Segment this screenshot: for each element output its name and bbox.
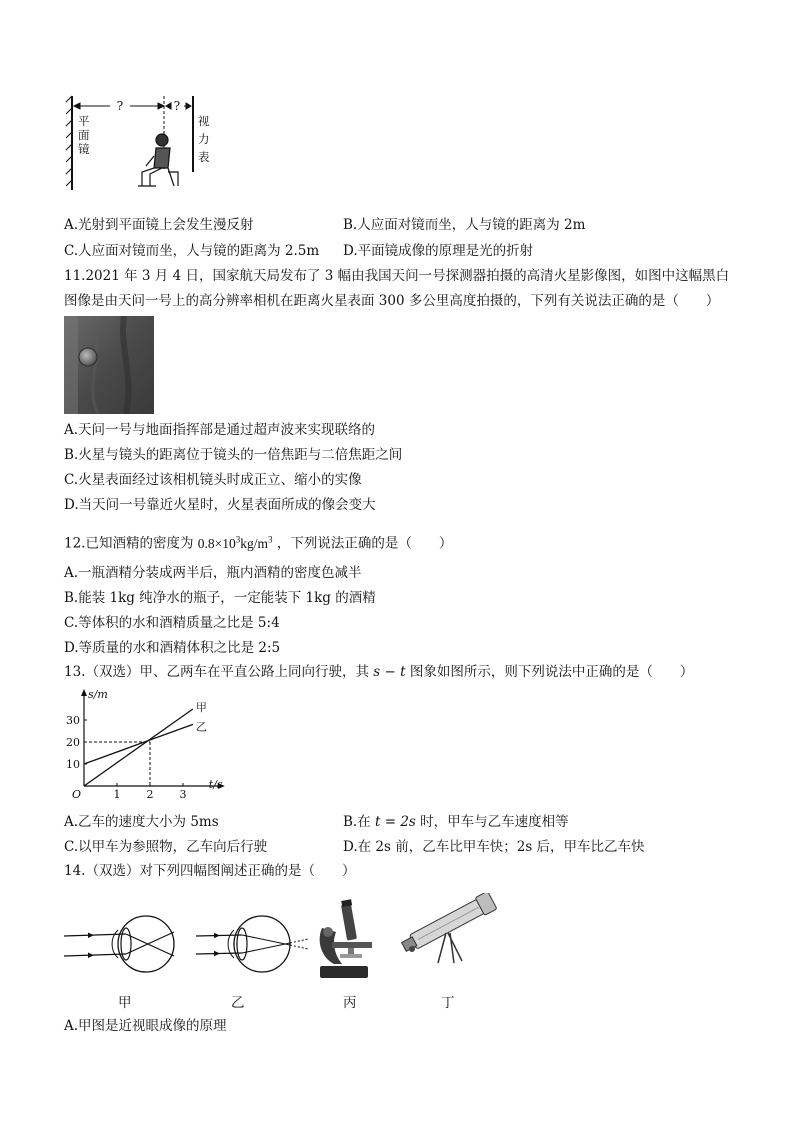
eye-diagram-jia <box>64 910 186 978</box>
q11-stem-line2: 图像是由天问一号上的高分辨率相机在距离火星表面 300 多公里高度拍摄的，下列有关说法正确的是（ ） <box>64 293 720 309</box>
x-tick-label-2: 2 <box>146 788 154 800</box>
q12-option-b[interactable]: B.能装 1kg 纯净水的瓶子，一定能装下 1kg 的酒精 <box>64 590 376 606</box>
q10-option-c[interactable]: C.人应面对镜而坐，人与镜的距离为 2.5m <box>64 243 320 259</box>
caption-jia: 甲 <box>118 995 132 1011</box>
series-line-jia <box>84 709 193 786</box>
q13-option-a[interactable]: A.乙车的速度大小为 5ms <box>64 814 219 830</box>
q12-option-c[interactable]: C.等体积的水和酒精质量之比是 5:4 <box>64 615 280 631</box>
st-graph <box>62 688 232 800</box>
telescope-image <box>394 893 504 965</box>
y-axis-arrow <box>81 689 87 696</box>
q13-option-c[interactable]: C.以甲车为参照物，乙车向后行驶 <box>64 839 268 855</box>
y-axis-label: s/m <box>88 688 108 701</box>
caption-bing: 丙 <box>343 995 357 1011</box>
microscope-image <box>312 898 384 980</box>
q13-option-b-var: t = 2s <box>375 814 416 830</box>
q12-option-d[interactable]: D.等质量的水和酒精体积之比是 2:5 <box>64 640 281 656</box>
density-mantissa: 0.8×10 <box>197 535 236 551</box>
q11-option-c[interactable]: C.火星表面经过该相机镜头时成正立、缩小的实像 <box>64 472 362 488</box>
q14-stem: 14.（双选）对下列四幅图阐述正确的是（ ） <box>64 863 356 879</box>
q11-option-a[interactable]: A.天问一号与地面指挥部是通过超声波来实现联络的 <box>64 422 376 438</box>
y-tick-label-10: 10 <box>66 758 80 771</box>
origin-label: O <box>72 788 82 800</box>
q10-option-a[interactable]: A.光射到平面镜上会发生漫反射 <box>64 217 254 233</box>
distance-1-label: ? <box>116 99 124 113</box>
q10-option-d[interactable]: D.平面镜成像的原理是光的折射 <box>343 243 534 259</box>
q11-option-d[interactable]: D.当天问一号靠近火星时，火星表面所成的像会变大 <box>64 497 376 513</box>
density-unit-exponent: 3 <box>268 534 273 544</box>
q13-option-b[interactable] <box>343 813 569 831</box>
mars-surface-photo <box>64 316 154 414</box>
q13-stem-suffix: 图象如图所示，则下列说法中正确的是（ ） <box>409 664 694 680</box>
density-unit: kg/m <box>240 535 269 551</box>
q14-option-a[interactable]: A.甲图是近视眼成像的原理 <box>64 1018 227 1034</box>
x-axis-label: t/s <box>208 778 223 791</box>
eye-chart-label-text: 视力表 <box>198 114 210 164</box>
seated-person <box>138 134 178 186</box>
distance-2-label: ? <box>173 99 181 113</box>
q12-stem <box>64 530 452 553</box>
q11-option-b[interactable]: B.火星与镜头的距离位于镜头的一倍焦距与二倍焦距之间 <box>64 447 403 463</box>
density-exponent: 3 <box>235 534 241 544</box>
q13-stem-var: s − t <box>373 664 406 680</box>
q13-option-b-prefix: B.在 <box>343 814 371 830</box>
series-label-jia: 甲 <box>195 701 207 714</box>
q13-stem <box>64 663 693 681</box>
y-tick-label-20: 20 <box>66 736 80 749</box>
caption-yi: 乙 <box>231 995 245 1011</box>
x-tick-label-1: 1 <box>113 788 121 800</box>
q12-stem-suffix: ，下列说法正确的是（ ） <box>276 535 453 552</box>
q13-stem-prefix: 13.（双选）甲、乙两车在平直公路上同向行驶，其 <box>64 664 369 680</box>
q10-option-b[interactable]: B.人应面对镜而坐，人与镜的距离为 2m <box>343 217 586 233</box>
q13-option-b-suffix: 时，甲车与乙车速度相等 <box>420 814 569 830</box>
mirror-label-text: 平面镜 <box>78 114 90 156</box>
x-tick-label-3: 3 <box>179 788 187 800</box>
q11-stem-line1: 11.2021 年 3 月 4 日，国家航天局发布了 3 幅由我国天问一号探测器拍摄的高清火星影像图，如图中这幅黑白 <box>64 268 730 284</box>
q12-stem-prefix: 12.已知酒精的密度为 <box>64 535 194 552</box>
plane-mirror <box>66 96 72 190</box>
eye-diagram-yi <box>196 910 322 978</box>
eye-chart-label <box>198 112 212 166</box>
series-line-yi <box>84 724 193 764</box>
mirror-label <box>78 114 92 156</box>
q13-option-d[interactable]: D.在 2s 前，乙车比甲车快；2s 后，甲车比乙车快 <box>343 839 645 855</box>
density-value <box>198 536 273 551</box>
q12-option-a[interactable]: A.一瓶酒精分装成两半后，瓶内酒精的密度色减半 <box>64 565 362 581</box>
y-tick-label-30: 30 <box>66 714 80 727</box>
series-label-yi: 乙 <box>195 720 207 734</box>
caption-ding: 丁 <box>441 995 455 1011</box>
